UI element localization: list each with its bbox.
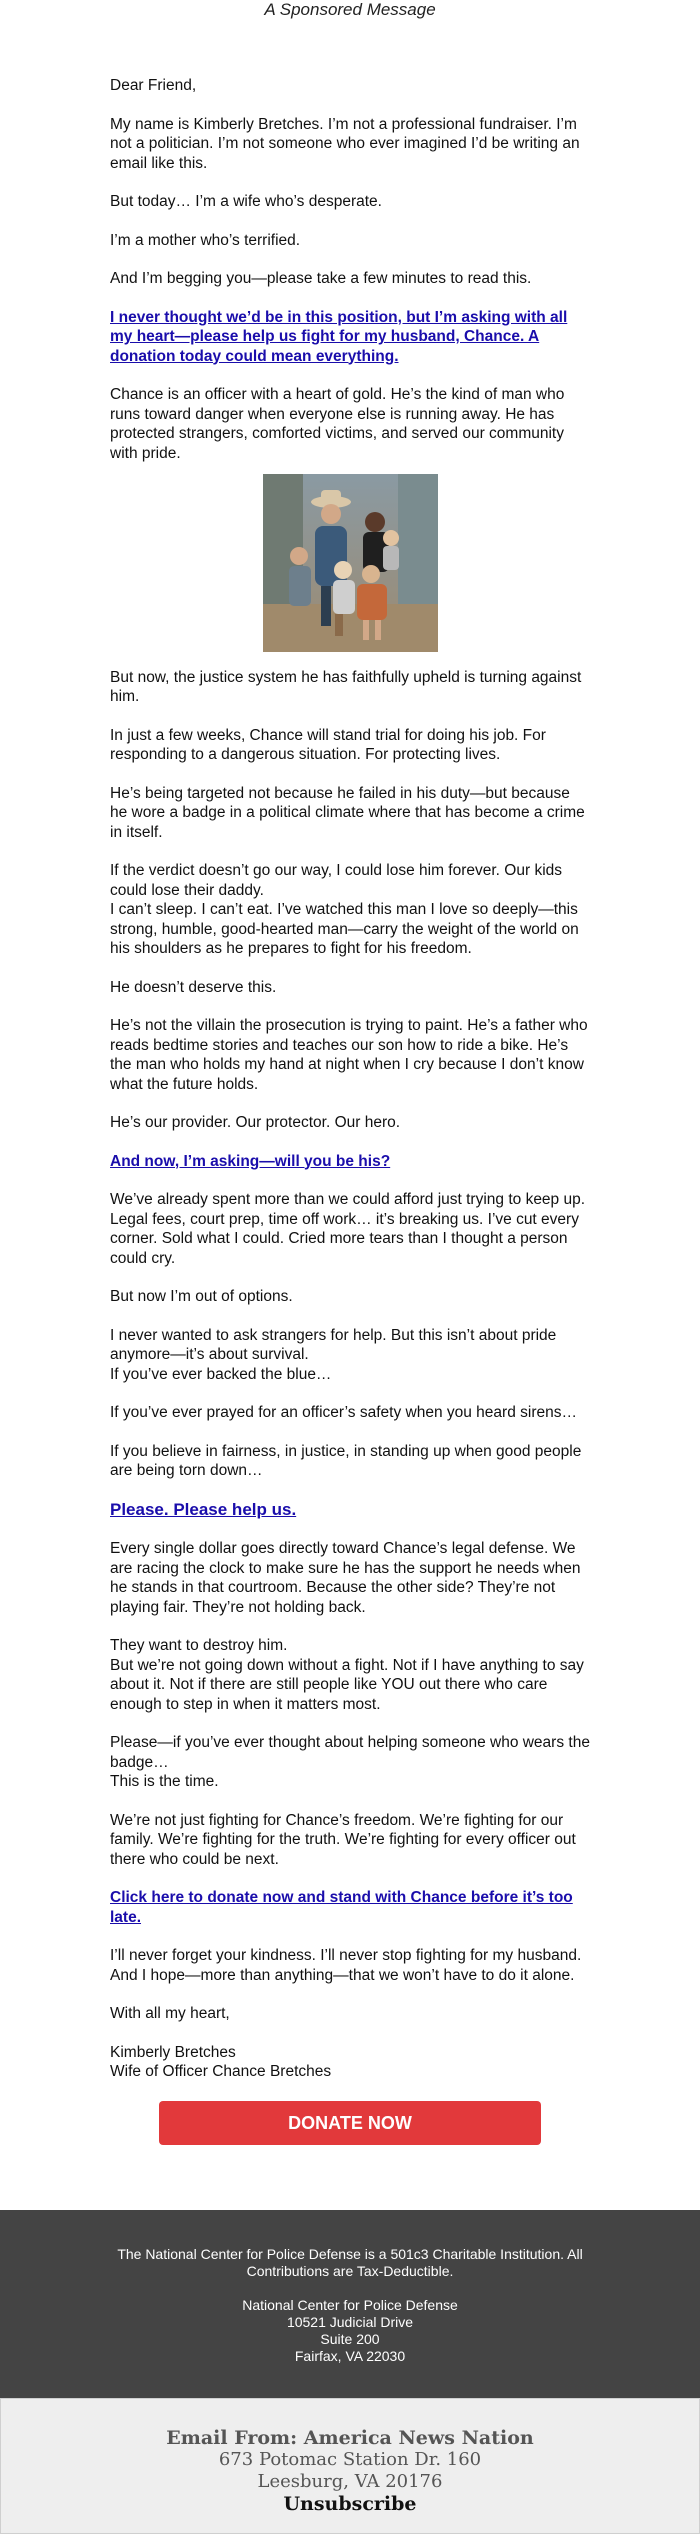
unsubscribe-link[interactable]: Unsubscribe xyxy=(283,2493,417,2515)
footer-org-name: National Center for Police Defense xyxy=(242,2297,458,2313)
paragraph: This is the time. xyxy=(110,1773,219,1790)
greeting: Dear Friend, xyxy=(110,77,197,94)
footer-disclaimer: The National Center for Police Defense is a 501c3 Charitable Institution. All Contributions are Tax-Deductible. xyxy=(117,2246,583,2279)
footer-city: Fairfax, VA 22030 xyxy=(294,2348,406,2364)
paragraph: He’s being targeted not because he failed in his duty—but because he wore a badge in a political climate where that has become a crime in itself. xyxy=(110,784,585,841)
signature-name: Kimberly Bretches xyxy=(110,2043,236,2061)
paragraph: We’re not just fighting for Chance’s freedom. We’re fighting for our family. We’re fighting for the truth. We’re fighting for every officer out there who could be next. xyxy=(110,1811,576,1868)
paragraph: I’m a mother who’s terrified. xyxy=(110,231,301,249)
family-photo-image xyxy=(263,474,438,652)
paragraph: I can’t sleep. I can’t eat. I’ve watched this man I love so deeply—this strong, humble, good-hearted man—carry the weight of the world on his shoulders as he prepares to fight for his freedom. xyxy=(110,901,579,957)
paragraph: We’ve already spent more than we could afford just trying to keep up. Legal fees, court prep, time off work… it’s breaking us. I’ve cut every corner. Sold what I could. Cried more tears than I thought a person could cry. xyxy=(110,1191,586,1267)
paragraph: If you’ve ever backed the blue… xyxy=(110,1365,332,1383)
donate-link-please[interactable]: Please. Please help us. xyxy=(110,1499,297,1519)
footer-suite: Suite 200 xyxy=(320,2331,380,2347)
paragraph: I’ll never forget your kindness. I’ll never stop fighting for my husband. And I hope—more than anything—that we won’t have to do it alone. xyxy=(110,1947,582,1984)
sender-street: 673 Potomac Station Dr. 160 xyxy=(218,2449,482,2470)
paragraph: He doesn’t deserve this. xyxy=(110,978,277,996)
donate-now-button[interactable]: DONATE NOW xyxy=(159,2101,541,2145)
family-photo xyxy=(263,474,438,652)
paragraph: Please—if you’ve ever thought about helping someone who wears the badge… xyxy=(110,1734,590,1771)
footer-sender xyxy=(0,2398,700,2534)
donate-link-click-here[interactable]: Click here to donate now and stand with Chance before it’s too late. xyxy=(110,1889,573,1926)
paragraph: In just a few weeks, Chance will stand trial for doing his job. For responding to a dangerous situation. For protecting lives. xyxy=(110,726,546,763)
paragraph: But today… I’m a wife who’s desperate. xyxy=(110,193,382,210)
signature-title: Wife of Officer Chance Bretches xyxy=(110,2063,332,2080)
paragraph: I never wanted to ask strangers for help. But this isn’t about pride anymore—it’s about survival. xyxy=(110,1326,557,1363)
sponsored-banner: A Sponsored Message xyxy=(264,0,436,19)
paragraph: He’s not the villain the prosecution is trying to paint. He’s a father who reads bedtime stories and teaches our son how to ride a bike. He’s the man who holds my hand at night when I cry because I don’t know what the future holds. xyxy=(110,1017,588,1093)
paragraph: But now I’m out of options. xyxy=(110,1288,293,1305)
paragraph: And I’m begging you—please take a few minutes to read this. xyxy=(110,270,532,287)
paragraph: But we’re not going down without a fight. Not if I have anything to say about it. Not if there are still people like YOU out there who care enough to step in when it matters most. xyxy=(110,1656,584,1713)
paragraph: If you’ve ever prayed for an officer’s safety when you heard sirens… xyxy=(110,1404,577,1421)
paragraph: But now, the justice system he has faithfully upheld is turning against him. xyxy=(110,668,582,705)
paragraph: My name is Kimberly Bretches. I’m not a professional fundraiser. I’m not a politician. I’m not someone who ever imagined I’d be writing an email like this. xyxy=(110,115,580,172)
donate-link-heart[interactable]: I never thought we’d be in this position, but I’m asking with all my heart—please help us fight for my husband, Chance. A donation today could mean everything. xyxy=(110,308,568,365)
paragraph: Every single dollar goes directly toward Chance’s legal defense. We are racing the clock to make sure he has the support he needs when he stands in that courtroom. Because the other side? They’re not playing fair. They’re not holding back. xyxy=(110,1540,581,1616)
paragraph: If the verdict doesn’t go our way, I could lose him forever. Our kids could lose their daddy. xyxy=(110,862,563,899)
sender-line: Email From: America News Nation xyxy=(166,2427,534,2449)
letter-body xyxy=(110,76,590,2145)
paragraph: If you believe in fairness, in justice, in standing up when good people are being torn down… xyxy=(110,1442,582,1479)
footer-organization xyxy=(0,2210,700,2398)
paragraph: They want to destroy him. xyxy=(110,1637,288,1654)
sender-city: Leesburg, VA 20176 xyxy=(257,2471,443,2492)
paragraph: Chance is an officer with a heart of gold. He’s the kind of man who runs toward danger when everyone else is running away. He has protected strangers, comforted victims, and served our community with pride. xyxy=(110,386,565,462)
donate-link-will-you[interactable]: And now, I’m asking—will you be his? xyxy=(110,1152,391,1170)
paragraph: He’s our provider. Our protector. Our hero. xyxy=(110,1114,401,1131)
footer-street: 10521 Judicial Drive xyxy=(286,2314,414,2330)
closing: With all my heart, xyxy=(110,2005,230,2022)
